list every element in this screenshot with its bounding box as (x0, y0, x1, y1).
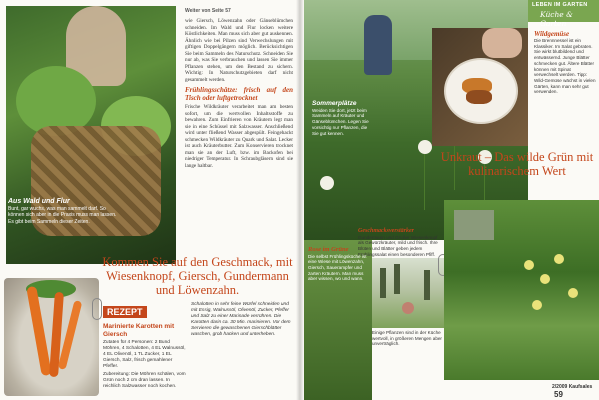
running-head: Weiter von Seite 57 (185, 8, 231, 14)
blossom-shape (540, 274, 550, 284)
carrot-shape (26, 286, 51, 376)
blossom-shape (532, 300, 542, 310)
dandelion-clock-shape (418, 140, 432, 154)
body-column-1 (185, 18, 293, 169)
shed-shape (454, 210, 494, 240)
rose-caption-text: Die selbst Frühlingsküche ist eine Wiese mit Löwenzahn, Giersch, Sauerampfer und zarten Kräutern. Man muss aber wissen, wo und wann. (308, 253, 367, 282)
blossom-shape (524, 260, 534, 270)
geschmack-title: Geschmacksverstärker (358, 228, 414, 234)
wildgemuese-text: Die Brennnessel ist ein Klassiker. Im Salat gebraten. Sie wirkt blutbildend und entwässernd. Junge Blätter schmecken gut. Ältere Blätter können mit Spinat verwechselt werden. Tipp: Wild-Gemüse wächst in vielen Gärten, kann man sehr gut verwenden. (534, 38, 596, 95)
folio (552, 384, 599, 399)
geschmack-box (358, 228, 440, 258)
section-banner-title: LEBEN IM GARTEN (532, 2, 588, 8)
basket-photo (6, 6, 176, 264)
sommer-caption-text: Weiden Sie dort, jetzt beim Sammeln auf Kräuter und Gänseblümchen. Legen Sie vorsichtig nur Pflanzen, die Sie gut kennen. (312, 107, 369, 136)
tree-shape (380, 268, 386, 298)
left-headline: Kommen Sie auf den Geschmack, mit Wiesenknopf, Giersch, Gundermann und Löwenzahn. (102, 255, 293, 297)
rose-caption (308, 246, 370, 282)
food-shape (466, 90, 492, 104)
figure-shape (402, 302, 414, 314)
basket-caption-title: Aus Wald und Flur (8, 198, 70, 205)
basket-caption (8, 198, 123, 225)
body-paragraph: wie Giersch, Löwenzahn oder Gänseblümchen schneiden. Im Wald und Flur locken weitere Köstlichkeiten. Man muss sich aber gut auskennen. Ähnlich wie bei Pilzen sind Verwechslungen mit giftigen Doppelgängern möglich. Berücksichtigen Sie beim Sammeln des Naturschutz. Schneiden Sie nur ab, was Sie verbrauchen und lassen Sie immer Pflanzen stehen, um den Bestand zu sichern. Wichtig: In Naturschutzgebieten darf nicht gesammelt werden. (185, 18, 293, 83)
tree-shape (394, 264, 400, 294)
dandelion-clock-shape (320, 176, 334, 190)
rose-photo (372, 258, 444, 328)
subheading: Frühlingsschätze: frisch auf den Tisch oder luftgetrocknet (185, 86, 293, 102)
recipe-tag: REZEPT (103, 306, 147, 318)
page-number: 59 (554, 390, 563, 399)
section-banner-script: Küche & Garten (540, 10, 573, 28)
carrots-photo (4, 278, 99, 396)
garden-photo (444, 200, 599, 380)
folio-magazine: Kaufsales (568, 384, 593, 390)
right-headline: Unkraut – Das wilde Grün mit kulinarischem Wert (440, 150, 594, 178)
blossom-shape (568, 288, 578, 298)
wildgemuese-title: Wildgemüse (534, 30, 570, 38)
body-paragraph: Frische Wildkräuter verarbeitet man am besten sofort, um die wertvollen Inhaltsstoffe zu bewahren. Zum Einfrieren von Kräutern legt man sie in eine Schüssel mit Salzwasser. Anschließend wird unter fließend Wasser abgespült. Feingehackt schmecken Wildkräuter zu Quark und Salat. Lecker ist auch Kräuterbutter. Zum Konservieren trocknet man sie an der Luft, bzw. im Backofen bei niedriger Temperatur. In Schraubgläsern sind sie lange haltbar. (185, 104, 293, 169)
rose-caption-title: Rose im Grüne (308, 246, 349, 253)
basket-caption-text: Bunt, gar wuchs, was man sammelt darf. So können sich aber in die Praxis muss man lassen. Es gibt beim Sammeln dieser Zeiten. (8, 206, 117, 225)
geschmack-text: Gundermann und Großer Wiesenknopf als Gewürzkräuter, mild und frisch. Ihre Blüten und Blätter geben jedem Frühlingssalat einen besonderen Pfiff. (358, 234, 438, 257)
person-shape (364, 15, 392, 75)
recipe-method: Zubereitung: Die Möhren schälen, vom Grün noch 2 cm dran lassen. In reichlich Salzwasser noch kochen. (103, 372, 186, 389)
blossom-shape (554, 254, 564, 264)
sommer-caption-title: Sommerplätze (312, 100, 357, 107)
wildgemuese-box (534, 30, 596, 95)
lower-body-text: Einige Pflanzen sind in der Küche wertvoll, in größeren Mengen aber unverträglich. (372, 330, 442, 347)
recipe-box (103, 302, 186, 390)
plate-photo (432, 28, 528, 146)
recipe-title: Marinierte Karotten mit Giersch (103, 323, 175, 338)
stem-shape (424, 150, 425, 210)
folio-issue: 2/2009 (552, 384, 568, 390)
recipe-ingredients: Zutaten für 4 Personen: 2 Bund Möhren, 4 Schalotten, 4 EL Walnussöl, 4 EL Olivenöl, 1 TL Zucker, 1 EL Giersch, Salz, frisch gemahlener Pfeffer. (103, 340, 186, 369)
recipe-method-continued: Schalotten in sehr feine Würfel schneiden und mit Essig, Walnussöl, Olivenöl, Zucker, Pfeffer und Salz zu einer Marinade verrühren. Die Karotten darin ca. 30 Min. marinieren. Vor dem Servieren die gewaschenen Gierschblätter waschen, grob hacken und unterheben. (191, 302, 291, 337)
paperclip-icon (92, 298, 102, 320)
tree-shape (424, 270, 430, 300)
hand-shape (482, 28, 522, 58)
sommer-caption (312, 100, 374, 136)
page-gutter (296, 0, 304, 400)
